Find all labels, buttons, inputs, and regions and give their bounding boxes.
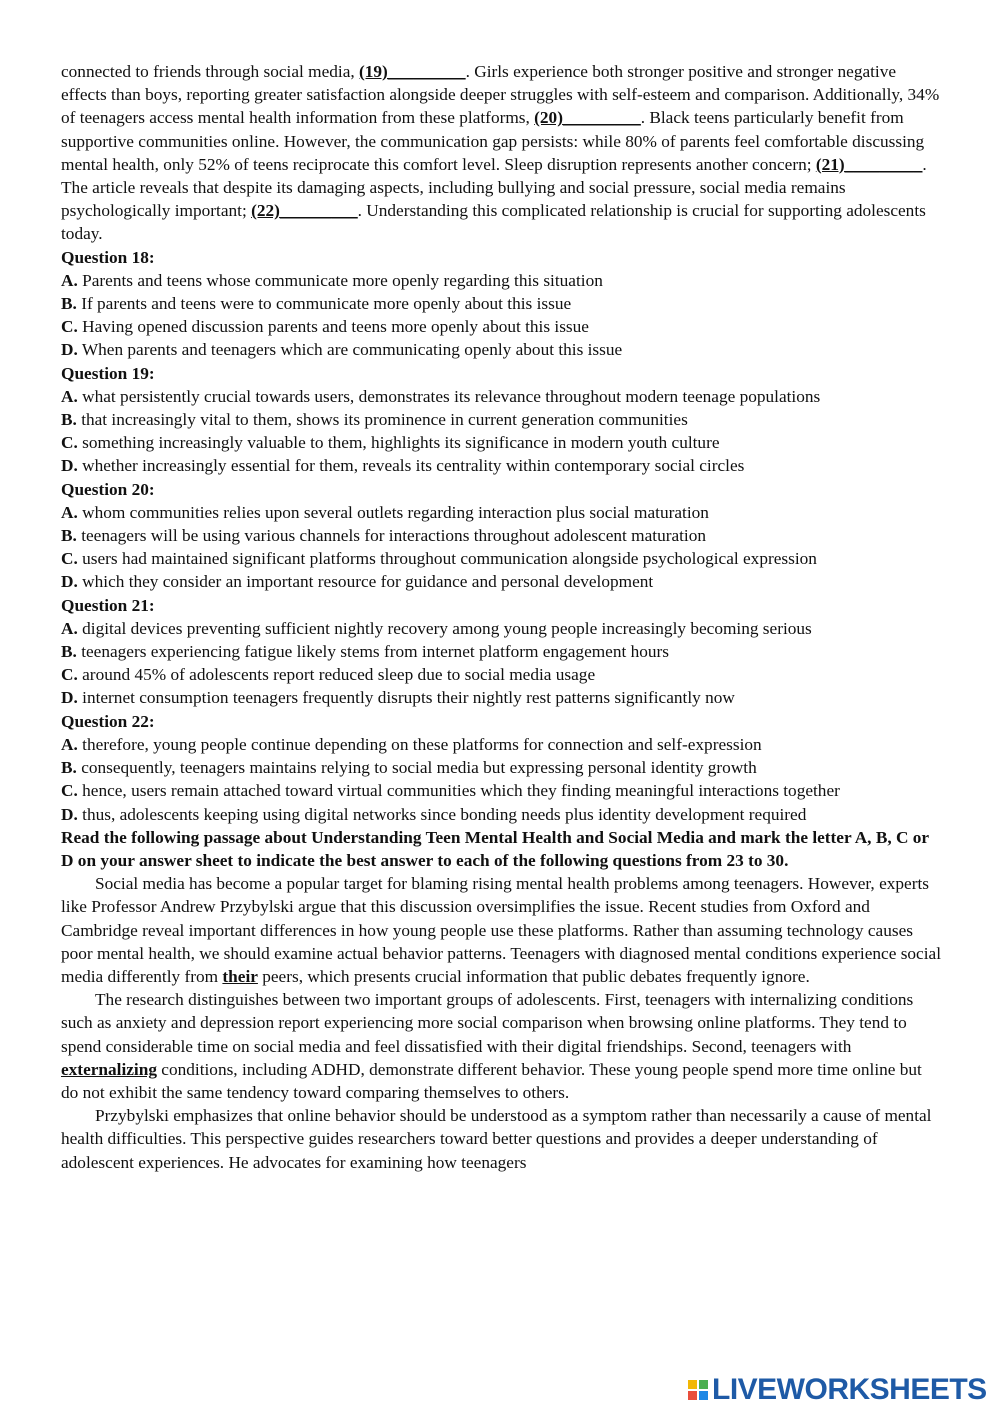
option-letter: B. — [61, 410, 77, 430]
option-d — [61, 454, 941, 477]
blank-19: (19)_________ — [359, 62, 466, 81]
passage-2-paragraph-3: Przybylski emphasizes that online behavior should be understood as a symptom rather than necessarily a cause of mental health difficulties. This perspective guides researchers toward better questions and provides a deeper understanding of adolescent experiences. He advocates for examining how teenagers — [61, 1106, 932, 1172]
option-a — [61, 385, 941, 408]
option-a — [61, 617, 941, 640]
question-22 — [61, 710, 941, 826]
reading-instructions: Read the following passage about Understanding Teen Mental Health and Social Media and mark the letter A, B, C or D on your answer sheet to indicate the best answer to each of the following questions from 23 to 30. — [61, 827, 929, 870]
passage-text: The research distinguishes between two important groups of adolescents. First, teenagers with internalizing conditions such as anxiety and depression report experiencing more social comparison when browsing online platforms. They tend to spend considerable time on social media and feel dissatisfied with their digital friendships. Second, teenagers with — [61, 990, 914, 1056]
option-text: When parents and teenagers which are communicating openly about this issue — [81, 340, 623, 360]
option-text: teenagers experiencing fatigue likely stems from internet platform engagement hours — [81, 642, 670, 662]
option-d — [61, 338, 941, 361]
option-letter: B. — [61, 526, 77, 546]
option-d — [61, 570, 941, 593]
question-18 — [61, 246, 941, 362]
option-letter: B. — [61, 294, 77, 314]
option-text: something increasingly valuable to them, highlights its significance in modern youth culture — [82, 433, 720, 453]
passage-1-paragraph — [61, 60, 941, 246]
question-19 — [61, 362, 941, 478]
option-text: If parents and teens were to communicate more openly about this issue — [81, 294, 572, 314]
question-title: Question 21: — [61, 595, 155, 615]
option-text: thus, adolescents keeping using digital networks since bonding needs plus identity development required — [82, 804, 807, 824]
option-letter: D. — [61, 688, 78, 708]
passage-text: . Black teens particularly benefit from supportive communities online. However, the communication gap persists: while 80% of parents feel comfortable discussing mental health, only 52% of teens reciprocate this comfort level. Sleep disruption represents another concern; — [61, 108, 925, 174]
passage-2-paragraph-1 — [61, 872, 941, 988]
passage-text: . Girls experience both stronger positive and stronger negative effects than boys, reporting greater satisfaction alongside deeper struggles with self-esteem and comparison. Additionally, 34% of teenagers access mental health information from these platforms, — [61, 62, 940, 128]
option-letter: D. — [61, 456, 78, 476]
option-d — [61, 803, 941, 826]
option-letter: A. — [61, 502, 78, 522]
question-21 — [61, 594, 941, 710]
option-text: around 45% of adolescents report reduced sleep due to social media usage — [82, 665, 596, 685]
question-20 — [61, 478, 941, 594]
option-text: which they consider an important resource for guidance and personal development — [82, 572, 654, 592]
option-b — [61, 524, 941, 547]
question-title: Question 22: — [61, 711, 155, 731]
option-a — [61, 501, 941, 524]
option-text: whom communities relies upon several outlets regarding interaction plus social maturation — [82, 502, 709, 522]
option-c — [61, 779, 941, 802]
option-b — [61, 640, 941, 663]
blank-22: (22)_________ — [251, 201, 358, 221]
worksheet-page — [61, 60, 941, 1174]
option-text: teenagers will be using various channels for interactions throughout adolescent maturation — [81, 526, 707, 546]
option-b — [61, 756, 941, 779]
option-text: whether increasingly essential for them, reveals its centrality within contemporary social circles — [82, 456, 745, 476]
underlined-word-externalizing: externalizing — [61, 1059, 157, 1079]
option-d — [61, 686, 941, 709]
option-text: users had maintained significant platforms throughout communication alongside psychological expression — [82, 549, 817, 569]
option-text: digital devices preventing sufficient nightly recovery among young people increasingly becoming serious — [82, 618, 812, 638]
option-letter: D. — [61, 572, 78, 592]
option-letter: D. — [61, 804, 78, 824]
question-title: Question 19: — [61, 363, 155, 383]
question-title: Question 20: — [61, 479, 155, 499]
option-c — [61, 547, 941, 570]
liveworksheets-logo — [688, 1374, 987, 1406]
option-c — [61, 315, 941, 338]
passage-text: . Understanding this complicated relationship is crucial for supporting adolescents today. — [61, 201, 926, 244]
option-letter: D. — [61, 340, 78, 360]
option-a — [61, 733, 941, 756]
option-b — [61, 408, 941, 431]
passage-text: . The article reveals that despite its damaging aspects, including bullying and social pressure, social media remains psychologically important; — [61, 154, 927, 221]
question-title: Question 18: — [61, 247, 155, 267]
option-letter: A. — [61, 270, 78, 290]
option-text: Having opened discussion parents and teens more openly about this issue — [82, 317, 589, 337]
logo-text: LIVEWORKSHEETS — [712, 1373, 987, 1406]
option-text: therefore, young people continue depending on these platforms for connection and self-expression — [82, 734, 762, 754]
passage-text: conditions, including ADHD, demonstrate different behavior. These young people spend more time online but do not exhibit the same tendency toward comparing themselves to others. — [61, 1059, 922, 1102]
option-letter: C. — [61, 433, 78, 453]
option-letter: A. — [61, 618, 78, 638]
option-a — [61, 269, 941, 292]
option-letter: C. — [61, 665, 78, 685]
option-text: hence, users remain attached toward virtual communities which they finding meaningful interactions together — [82, 781, 840, 801]
blank-21: (21)_________ — [815, 154, 923, 174]
option-letter: B. — [61, 642, 77, 662]
option-text: consequently, teenagers maintains relying to social media but expressing personal identity growth — [81, 758, 757, 778]
blank-20: (20)_________ — [534, 108, 641, 128]
option-letter: C. — [61, 781, 78, 801]
passage-2-paragraph-2 — [61, 988, 941, 1104]
passage-text: Social media has become a popular target for blaming rising mental health problems among teenagers. However, experts like Professor Andrew Przybylski argue that this discussion oversimplifies the issue. Recent studies from Oxford and Cambridge reveal important differences in how young people use these platforms. Rather than assuming technology causes poor mental health, we should examine actual behavior patterns. Teenagers with diagnosed mental conditions experience social media differently from — [61, 874, 942, 986]
option-letter: C. — [61, 317, 78, 337]
passage-text: peers, which presents crucial information that public debates frequently ignore. — [257, 966, 810, 986]
option-b — [61, 292, 941, 315]
option-text: that increasingly vital to them, shows its prominence in current generation communities — [81, 410, 688, 430]
option-letter: B. — [61, 758, 77, 778]
option-letter: A. — [61, 386, 78, 406]
option-text: what persistently crucial towards users, demonstrates its relevance throughout modern teenage populations — [82, 386, 821, 406]
option-letter: A. — [61, 734, 78, 754]
option-text: Parents and teens whose communicate more openly regarding this situation — [82, 270, 603, 290]
passage-text: connected to friends through social media, — [61, 62, 360, 81]
underlined-word-their: their — [222, 966, 258, 986]
option-text: internet consumption teenagers frequently disrupts their nightly rest patterns significantly now — [82, 688, 735, 708]
logo-mark-icon — [688, 1380, 708, 1400]
option-c — [61, 663, 941, 686]
option-letter: C. — [61, 549, 78, 569]
option-c — [61, 431, 941, 454]
